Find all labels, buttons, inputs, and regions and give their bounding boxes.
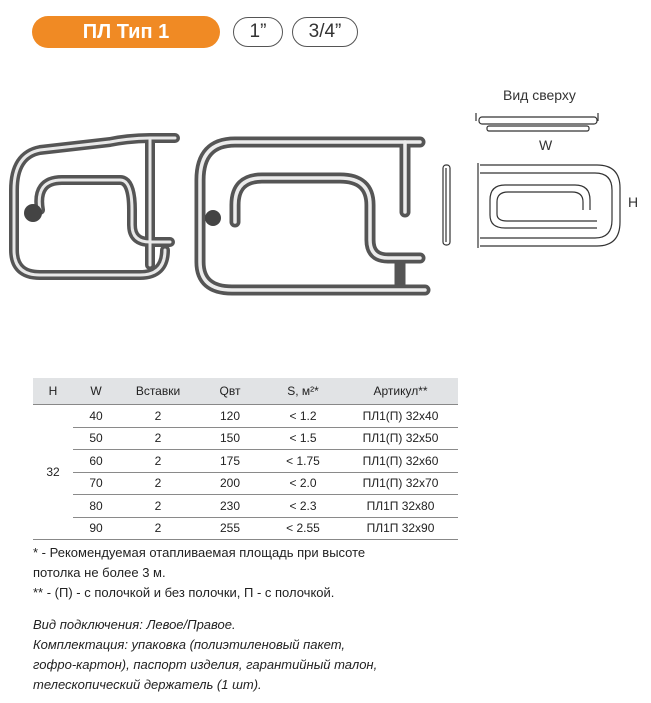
table-cell: < 1.2 [263,405,343,428]
table-cell: ПЛ1П 32x80 [343,495,458,518]
width-label: W [539,137,553,153]
table-row [33,472,458,495]
table-cell: 80 [73,495,119,518]
table-cell: 90 [73,517,119,540]
kit-line-1: Комплектация: упаковка (полиэтиленовый пакет, [33,637,346,652]
table-cell: 255 [197,517,263,540]
table-cell: < 2.55 [263,517,343,540]
h-value-cell: 32 [33,405,73,540]
footnote-article: ** - (П) - с полочкой и без полочки, П - с полочкой. [33,585,335,600]
col-header-area: S, м²* [263,378,343,405]
col-header-h: H [33,378,73,405]
table-row [33,450,458,473]
table-cell: < 1.75 [263,450,343,473]
table-cell: 2 [119,427,197,450]
top-view-label: Вид сверху [503,87,576,103]
table-cell: 230 [197,495,263,518]
col-header-power: Qвт [197,378,263,405]
footnote-area: * - Рекомендуемая отапливаемая площадь при высоте [33,545,366,560]
table-cell: 2 [119,405,197,428]
table-cell: 150 [197,427,263,450]
table-cell: 40 [73,405,119,428]
table-cell: 2 [119,517,197,540]
size-option-3-4inch[interactable]: 3/4” [292,17,358,47]
height-label: H [628,194,639,210]
table-cell: 2 [119,495,197,518]
notes-section [33,543,633,695]
table-cell: < 1.5 [263,427,343,450]
table-cell: < 2.0 [263,472,343,495]
footnote-area-cont: потолка не более 3 м. [33,565,166,580]
table-cell: ПЛ1(П) 32x50 [343,427,458,450]
table-row [33,405,458,428]
col-header-w: W [73,378,119,405]
table-cell: ПЛ1(П) 32x60 [343,450,458,473]
table-row [33,517,458,540]
connection-type: Вид подключения: Левое/Правое. [33,617,236,632]
col-header-article: Артикул** [343,378,458,405]
table-cell: ПЛ1(П) 32x70 [343,472,458,495]
table-cell: 50 [73,427,119,450]
table-cell: 2 [119,472,197,495]
kit-line-2: гофро-картон), паспорт изделия, гарантийный талон, [33,657,378,672]
table-cell: 175 [197,450,263,473]
front-view-drawing [478,163,620,248]
table-cell: 200 [197,472,263,495]
table-cell: 60 [73,450,119,473]
top-view-drawing [476,113,598,131]
towel-warmer-photo-small [14,138,175,275]
table-cell: ПЛ1(П) 32x40 [343,405,458,428]
size-option-1inch[interactable]: 1” [233,17,283,47]
table-cell: 120 [197,405,263,428]
kit-line-3: телескопический держатель (1 шт). [33,677,262,692]
table-row [33,427,458,450]
specifications-table [33,378,458,540]
table-cell: ПЛ1П 32x90 [343,517,458,540]
table-cell: 70 [73,472,119,495]
table-cell: 2 [119,450,197,473]
towel-warmer-photo-large [200,142,425,290]
table-cell: < 2.3 [263,495,343,518]
table-header-row [33,378,458,405]
table-row [33,495,458,518]
product-title-badge: ПЛ Тип 1 [32,16,220,48]
side-view-drawing [443,165,450,245]
col-header-inserts: Вставки [119,378,197,405]
